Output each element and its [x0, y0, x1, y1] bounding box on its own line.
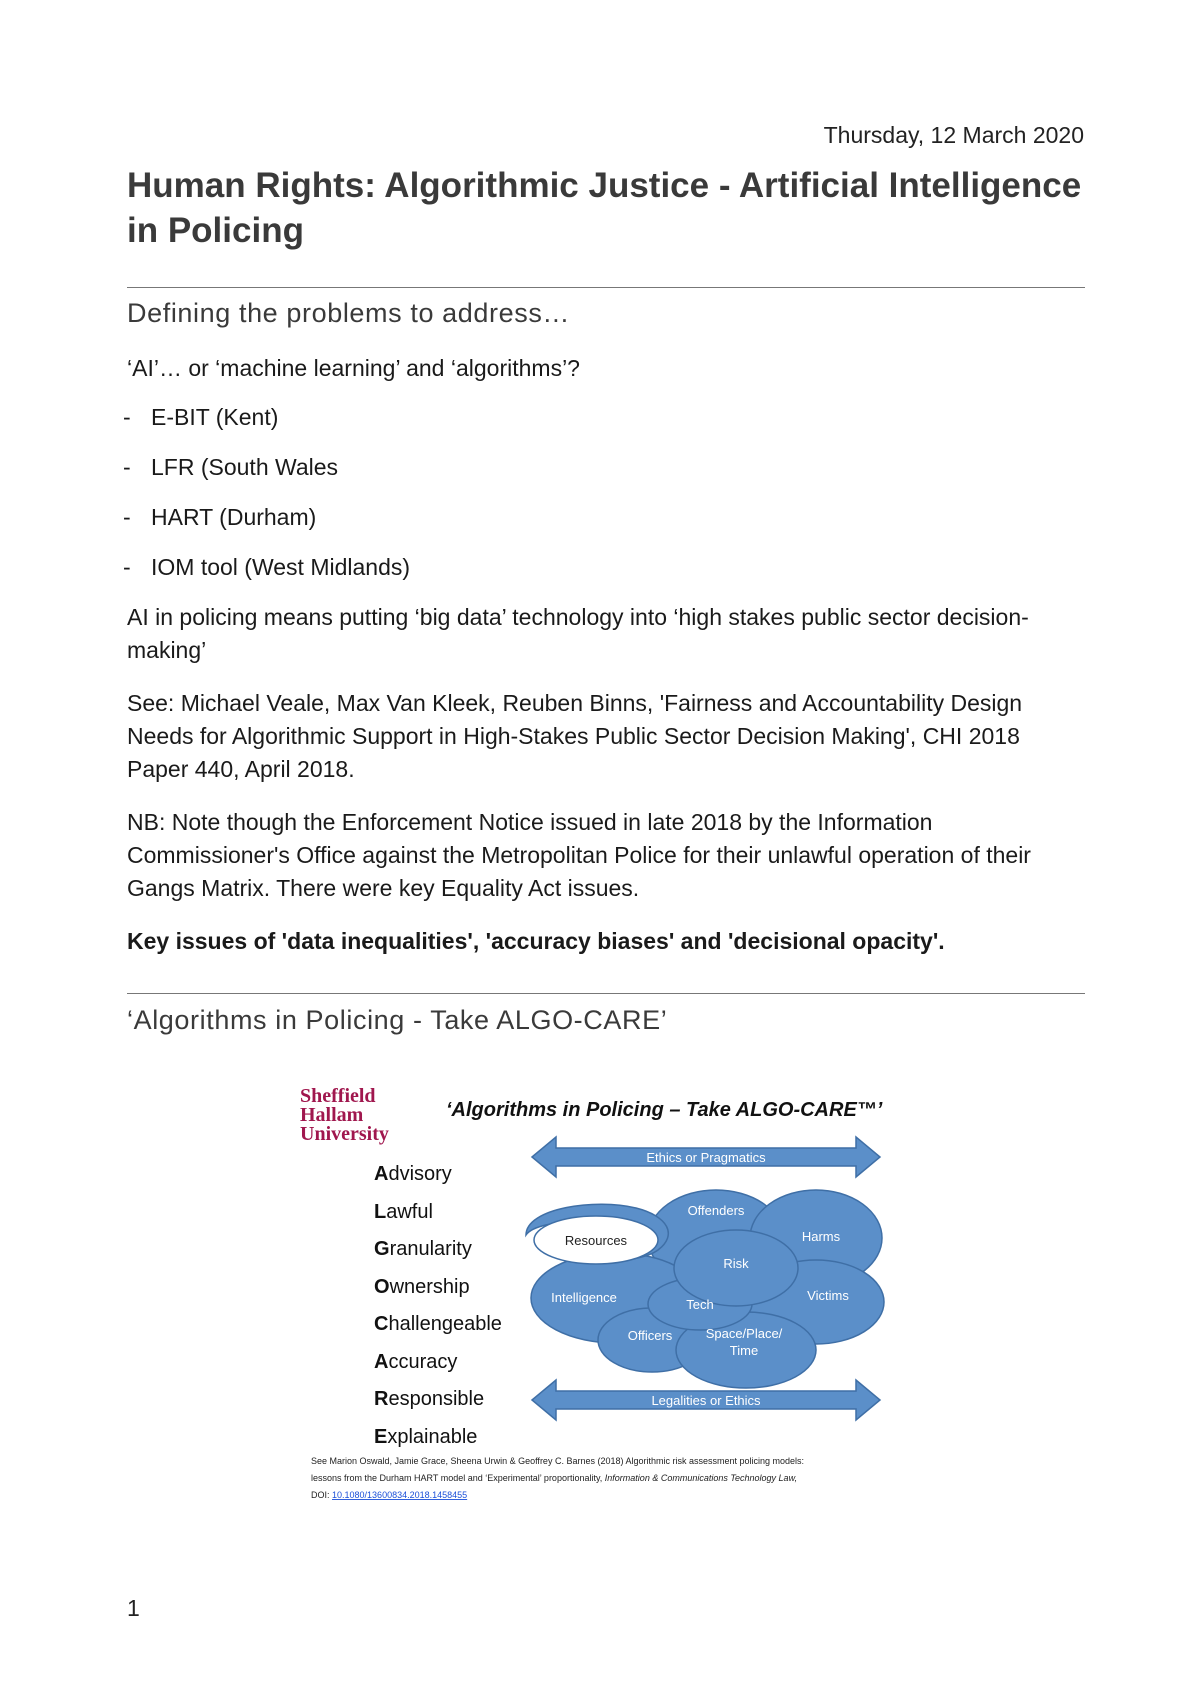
acronym-item: Explainable	[374, 1426, 478, 1448]
section-heading-problems: Defining the problems to address…	[127, 298, 571, 328]
page-number: 1	[127, 1595, 140, 1621]
logo-line: Hallam	[300, 1104, 364, 1126]
bubble-label-victims: Victims	[807, 1288, 849, 1303]
intro-paragraph: ‘AI’… or ‘machine learning’ and ‘algorithms’?	[127, 355, 580, 381]
bubble-label-space: Space/Place/	[705, 1326, 783, 1341]
figure-title: ‘Algorithms in Policing – Take ALGO-CARE™’	[446, 1099, 883, 1121]
list-item-label: IOM tool (West Midlands)	[151, 554, 411, 580]
bubble-label-time: Time	[729, 1343, 759, 1358]
document-date: Thursday, 12 March 2020	[823, 122, 1084, 148]
acronym-item: Responsible	[374, 1388, 485, 1410]
bubble-label-tech: Tech	[686, 1297, 714, 1312]
logo-line: Sheffield	[300, 1085, 376, 1107]
acronym-item: Granularity	[374, 1238, 472, 1260]
bubble-label-officers: Officers	[627, 1328, 673, 1343]
university-logo	[300, 1085, 389, 1145]
bubble-label-intelligence: Intelligence	[551, 1290, 617, 1305]
acronym-item: Challengeable	[374, 1313, 502, 1335]
bubble-label-risk: Risk	[723, 1256, 749, 1271]
acronym-list	[374, 1163, 502, 1448]
bubble-label-offenders: Offenders	[687, 1203, 745, 1218]
figure-citation-line: See Marion Oswald, Jamie Grace, Sheena Urwin & Geoffrey C. Barnes (2018) Algorithmic risk assessment policing models:	[311, 1456, 805, 1466]
section-heading-algo-care: ‘Algorithms in Policing - Take ALGO-CARE’	[127, 1005, 668, 1035]
figure-citation-doi: DOI: 10.1080/13600834.2018.1458455	[311, 1490, 468, 1500]
list-item: - IOM tool (West Midlands)	[123, 554, 411, 580]
list-item-label: E-BIT (Kent)	[151, 404, 279, 430]
top-arrow-label: Ethics or Pragmatics	[646, 1150, 766, 1165]
bubble-label-resources: Resources	[564, 1233, 628, 1248]
top-double-arrow	[532, 1137, 880, 1177]
list-item: - HART (Durham)	[123, 504, 317, 530]
bottom-double-arrow	[532, 1380, 880, 1420]
paragraph-key-issues: Key issues of 'data inequalities', 'accuracy biases' and 'decisional opacity'.	[127, 928, 945, 954]
acronym-item: Accuracy	[374, 1351, 458, 1373]
paragraph-reference: See: Michael Veale, Max Van Kleek, Reuben Binns, 'Fairness and Accountability Design Needs for Algorithmic Support in High-Stakes Public Sector Decision Making', CHI 2018 Paper 440, April 2018.	[127, 690, 1023, 782]
section-divider	[127, 993, 1085, 994]
algo-care-figure	[296, 1080, 916, 1525]
list-item: - LFR (South Wales	[123, 454, 339, 480]
acronym-item: Ownership	[374, 1276, 470, 1298]
list-item: - E-BIT (Kent)	[123, 404, 279, 430]
paragraph-ai-policing: AI in policing means putting ‘big data’ technology into ‘high stakes public sector decision-making’	[127, 604, 1029, 663]
doi-link[interactable]: 10.1080/13600834.2018.1458455	[332, 1490, 468, 1500]
figure-citation-line: lessons from the Durham HART model and ‘Experimental’ proportionality, Information & Communications Technology Law,	[311, 1473, 798, 1483]
paragraph-nb: NB: Note though the Enforcement Notice issued in late 2018 by the Information Commissioner's Office against the Metropolitan Police for their unlawful operation of their Gangs Matrix. There were key Equality Act issues.	[127, 809, 1031, 901]
bubble-label-harms: Harms	[801, 1229, 841, 1244]
acronym-item: Lawful	[374, 1201, 433, 1223]
bottom-arrow-label: Legalities or Ethics	[651, 1393, 761, 1408]
list-item-label: LFR (South Wales	[151, 454, 339, 480]
logo-line: University	[300, 1123, 389, 1145]
list-item-label: HART (Durham)	[151, 504, 317, 530]
acronym-item: Advisory	[374, 1163, 452, 1185]
document-title: Human Rights: Algorithmic Justice - Artificial Intelligence in Policing	[127, 166, 1082, 250]
section-divider	[127, 287, 1085, 288]
